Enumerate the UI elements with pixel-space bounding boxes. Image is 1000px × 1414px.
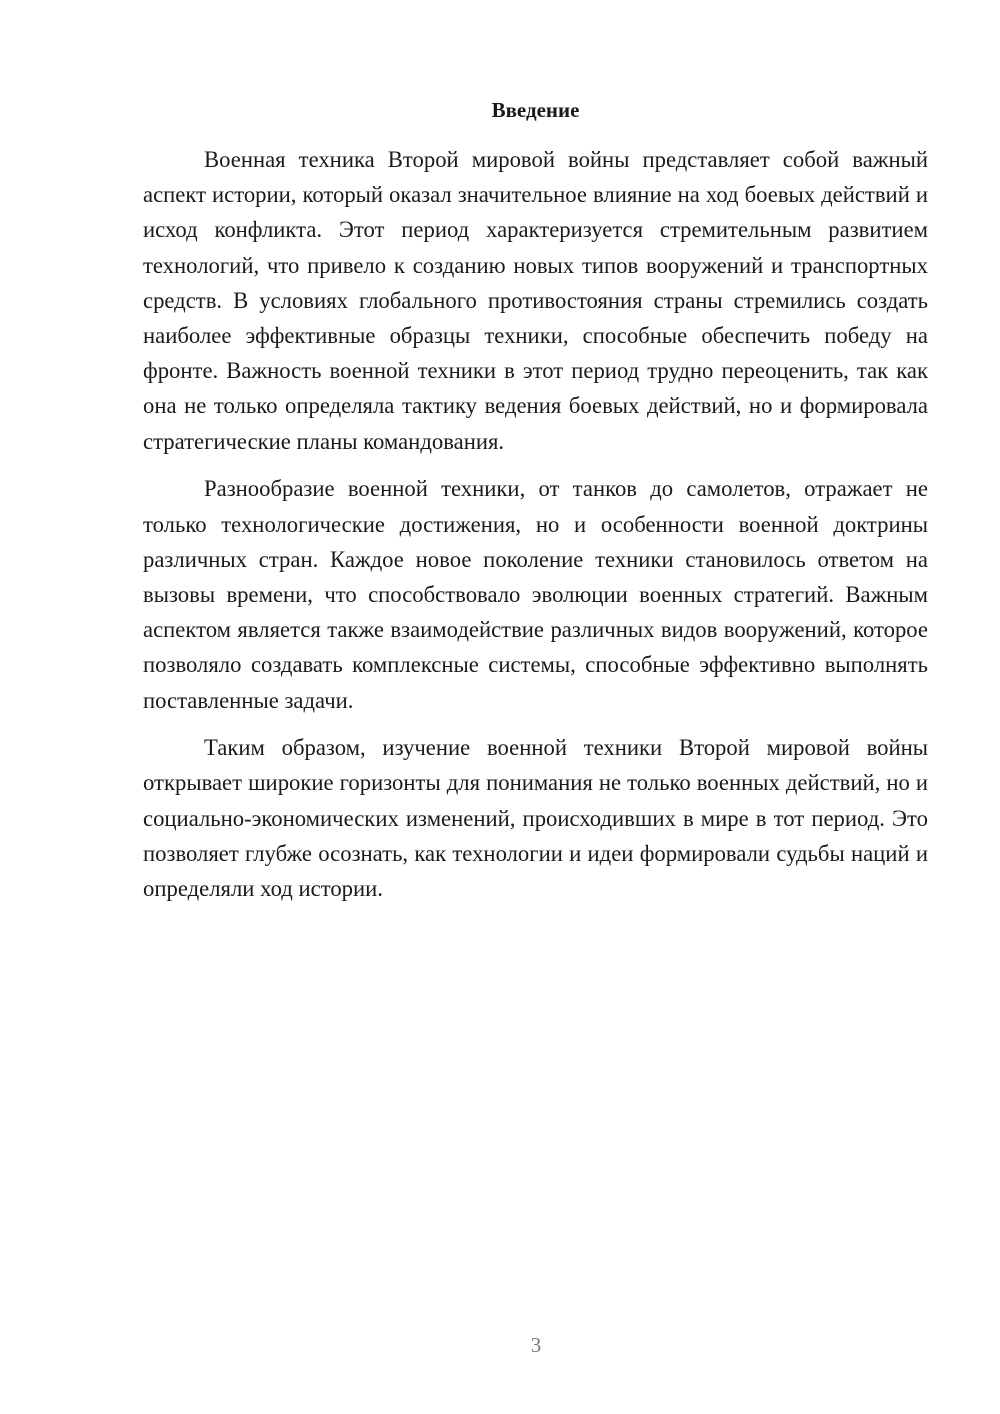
paragraph-diversity: Разнообразие военной техники, от танков до самолетов, отражает не только технологические достижения, но и особенности военной доктрины различных стран. Каждое новое поколение техники становилось ответом на вызовы времени, что способствовало эволюции военных стратегий. Важным аспектом является также взаимодействие различных видов вооружений, которое позволяло создавать комплексные системы, способные эффективно выполнять поставленные задачи. (143, 476, 928, 713)
body-text (143, 142, 928, 919)
page-number: 3 (530, 1333, 542, 1357)
section-heading: Введение (491, 98, 580, 122)
paragraph-conclusion: Таким образом, изучение военной техники Второй мировой войны открывает широкие горизонты для понимания не только военных действий, но и социально-экономических изменений, происходивших в мире в тот период. Это позволяет глубже осознать, как технологии и идеи формировали судьбы наций и определяли ход истории. (143, 735, 928, 902)
paragraph-intro: Военная техника Второй мировой войны представляет собой важный аспект истории, который оказал значительное влияние на ход боевых действий и исход конфликта. Этот период характеризуется стремительным развитием технологий, что привело к созданию новых типов вооружений и транспортных средств. В условиях глобального противостояния страны стремились создать наиболее эффективные образцы техники, способные обеспечить победу на фронте. Важность военной техники в этот период трудно переоценить, так как она не только определяла тактику ведения боевых действий, но и формировала стратегические планы командования. (143, 147, 928, 454)
